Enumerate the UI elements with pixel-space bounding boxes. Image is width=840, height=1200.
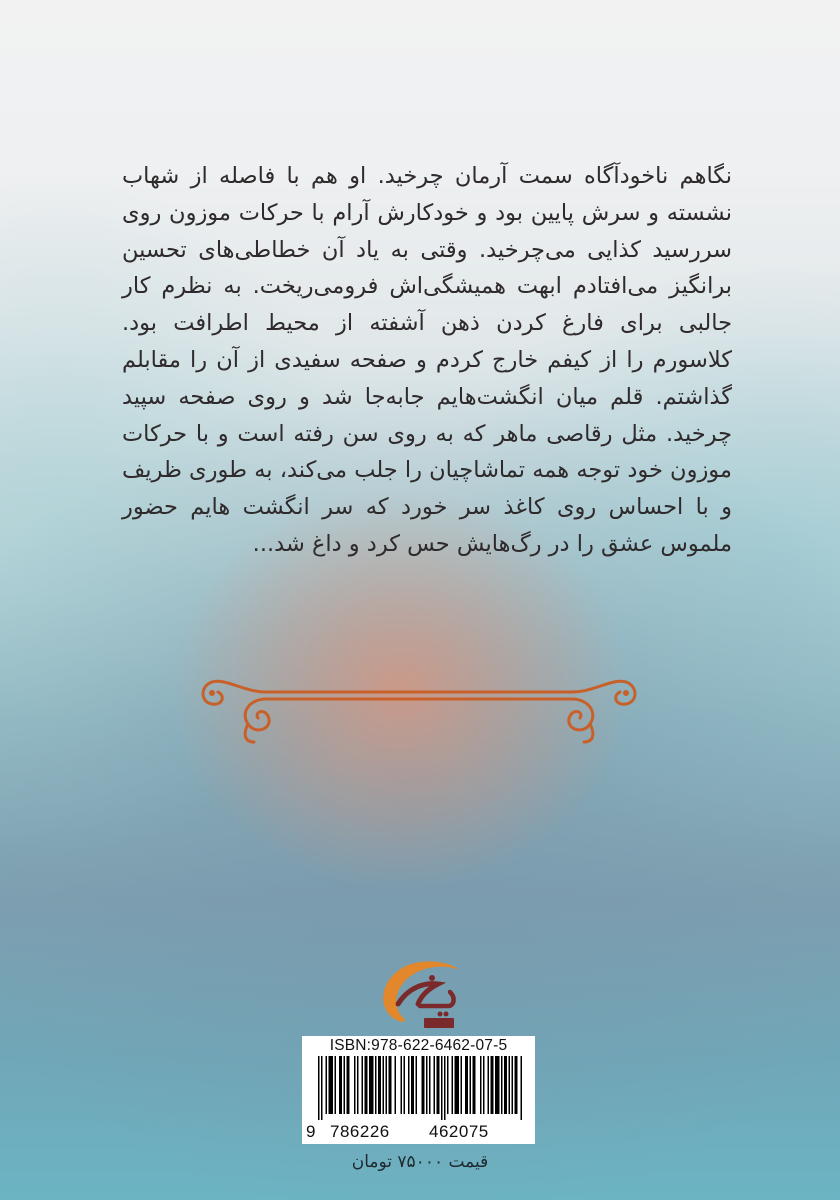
barcode-bar xyxy=(434,1056,436,1114)
barcode-bar xyxy=(389,1056,392,1114)
barcode-bar xyxy=(422,1056,425,1114)
barcode-bars xyxy=(316,1056,526,1120)
barcode-bar xyxy=(339,1056,342,1114)
barcode-bar xyxy=(495,1056,500,1114)
barcode-bar xyxy=(504,1056,507,1114)
barcode-bar xyxy=(444,1056,446,1120)
barcode-bar xyxy=(386,1056,388,1114)
barcode-label xyxy=(302,1036,535,1144)
barcode-bar xyxy=(488,1056,490,1114)
barcode-bar xyxy=(480,1056,482,1114)
barcode-bar xyxy=(491,1056,494,1114)
barcode-bar xyxy=(509,1056,511,1114)
barcode-bar xyxy=(378,1056,381,1114)
barcode-bar xyxy=(452,1056,454,1114)
ornament-divider xyxy=(196,668,642,748)
barcode-bar xyxy=(369,1056,374,1114)
isbn-number: ISBN:978-622-6462-07-5 xyxy=(329,1037,508,1054)
barcode-bar xyxy=(483,1056,485,1114)
barcode-bar xyxy=(321,1056,323,1120)
barcode-bar xyxy=(375,1056,377,1114)
barcode-digits-left: 786226 xyxy=(330,1122,390,1141)
barcode-bar xyxy=(395,1056,397,1114)
barcode-bar xyxy=(401,1056,403,1114)
publisher-logo xyxy=(372,958,468,1032)
barcode-bar xyxy=(362,1056,364,1114)
barcode-bar xyxy=(465,1056,468,1114)
barcode-bar xyxy=(455,1056,460,1114)
barcode-bar xyxy=(329,1056,334,1114)
barcode-bar xyxy=(365,1056,368,1114)
barcode-bar xyxy=(515,1056,518,1114)
barcode-bar xyxy=(521,1056,523,1120)
barcode-bar xyxy=(437,1056,440,1114)
barcode-bar xyxy=(470,1056,472,1114)
barcode-digits-right: 462075 xyxy=(429,1122,489,1141)
barcode-bar xyxy=(461,1056,463,1114)
barcode-bar xyxy=(512,1056,514,1114)
price-label: قیمت ۷۵۰۰۰ تومان xyxy=(351,1152,489,1172)
barcode-bar xyxy=(344,1056,346,1114)
barcode-bar xyxy=(326,1056,328,1114)
barcode-bar xyxy=(383,1056,385,1114)
barcode-digit-first: 9 xyxy=(306,1122,316,1141)
barcode-bar xyxy=(426,1056,428,1114)
barcode-bar xyxy=(447,1056,449,1114)
barcode-bar xyxy=(473,1056,476,1114)
back-cover-excerpt: نگاهم ناخودآگاه سمت آرمان چرخید. او هم با فاصله از شهاب نشسته و سرش پایین بود و خودکارش آرام با حرکات موزون روی سررسید کذایی می‌چرخید. وقتی به یاد آن خطاطی‌های تحسین برانگیز می‌افتادم ابهت همیشگی‌اش فرومی‌ریخت. به نظرم کار جالبی برای فارغ کردن ذهن آشفته از محیط اطرافت بود. کلاسورم را از کیفم خارج کردم و صفحه سفیدی از آن را مقابلم گذاشتم. قلم میان انگشت‌هایم جابه‌جا شد و روی صفحه سپید چرخید. مثل رقاصی ماهر که به روی سن رفته است و با حرکات موزون خود توجه همه تماشاچیان را جلب می‌کند، به طوری ظریف و با احساس روی کاغذ سر خورد که سر انگشت هایم حضور ملموس عشق را در رگ‌هایش حس کرد و داغ شد... xyxy=(122,163,732,557)
barcode-bar xyxy=(441,1056,443,1120)
barcode-bar xyxy=(416,1056,418,1114)
barcode-bar xyxy=(429,1056,431,1114)
barcode-bar xyxy=(318,1056,320,1120)
barcode-bar xyxy=(411,1056,414,1114)
barcode-bar xyxy=(408,1056,410,1114)
barcode-bar xyxy=(357,1056,359,1114)
barcode-bar xyxy=(354,1056,356,1114)
barcode-bar xyxy=(501,1056,503,1114)
barcode-bar xyxy=(335,1056,337,1114)
barcode-bar xyxy=(347,1056,350,1114)
barcode-bar xyxy=(404,1056,406,1114)
